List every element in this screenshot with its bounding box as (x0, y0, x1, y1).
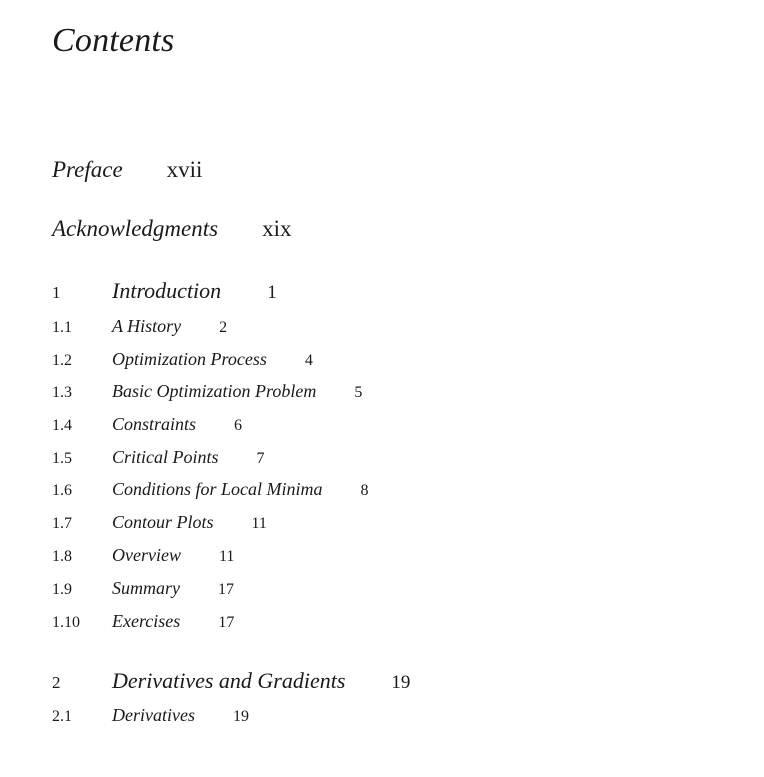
section-page: 19 (232, 708, 249, 725)
section-number: 1.10 (52, 614, 80, 631)
chapter-page: 19 (391, 672, 411, 693)
toc-section-1-5[interactable] (52, 447, 265, 468)
section-page: 4 (304, 352, 313, 369)
toc-chapter-2[interactable] (52, 668, 410, 694)
chapter-title: Introduction (112, 278, 222, 303)
section-title: Optimization Process (112, 349, 267, 369)
chapter-page: 1 (267, 282, 277, 303)
section-title: Conditions for Local Minima (112, 479, 323, 499)
chapter-number: 2 (52, 673, 61, 692)
toc-section-1-7[interactable] (52, 512, 267, 533)
section-page: 17 (218, 581, 234, 598)
toc-entry-title: Acknowledgments (52, 216, 219, 241)
toc-section-1-6[interactable] (52, 479, 369, 500)
page-title: Contents (52, 22, 175, 59)
section-page: 2 (219, 319, 228, 336)
section-title: Summary (112, 578, 180, 598)
toc-section-1-4[interactable] (52, 414, 242, 435)
toc-section-1-10[interactable] (52, 611, 234, 632)
section-title: Exercises (112, 611, 181, 631)
toc-entry-acknowledgments[interactable] (52, 216, 291, 242)
toc-section-1-1[interactable] (52, 316, 227, 337)
toc-chapter-1[interactable] (52, 278, 277, 304)
section-title: Constraints (112, 414, 197, 434)
section-title: A History (112, 316, 182, 336)
toc-section-1-2[interactable] (52, 349, 313, 370)
section-number: 1.6 (52, 482, 72, 499)
section-number: 1.7 (52, 515, 72, 532)
section-title: Contour Plots (112, 512, 214, 532)
section-number: 1.3 (52, 384, 72, 401)
toc-entry-preface[interactable] (52, 157, 202, 183)
chapter-number: 1 (52, 283, 61, 302)
section-number: 1.2 (52, 352, 72, 369)
section-title: Critical Points (112, 447, 219, 467)
section-number: 1.9 (52, 581, 72, 598)
section-number: 2.1 (52, 708, 72, 725)
toc-section-1-8[interactable] (52, 545, 234, 566)
section-page: 11 (218, 548, 235, 565)
toc-entry-title: Preface (52, 157, 123, 182)
section-number: 1.5 (52, 450, 72, 467)
chapter-title: Derivatives and Gradients (112, 668, 346, 693)
toc-entry-page: xvii (166, 157, 203, 182)
section-title: Derivatives (112, 705, 195, 725)
section-number: 1.1 (52, 319, 72, 336)
section-page: 7 (256, 450, 265, 467)
section-page: 17 (218, 614, 235, 631)
section-number: 1.4 (52, 417, 72, 434)
toc-section-1-3[interactable] (52, 381, 362, 402)
section-page: 11 (251, 515, 267, 532)
section-number: 1.8 (52, 548, 72, 565)
section-page: 8 (360, 482, 369, 499)
section-page: 6 (234, 417, 243, 434)
section-title: Overview (112, 545, 181, 565)
toc-section-2-1[interactable] (52, 705, 249, 726)
toc-entry-page: xix (262, 216, 292, 241)
section-page: 5 (354, 384, 363, 401)
toc-section-1-9[interactable] (52, 578, 234, 599)
section-title: Basic Optimization Problem (112, 381, 317, 401)
